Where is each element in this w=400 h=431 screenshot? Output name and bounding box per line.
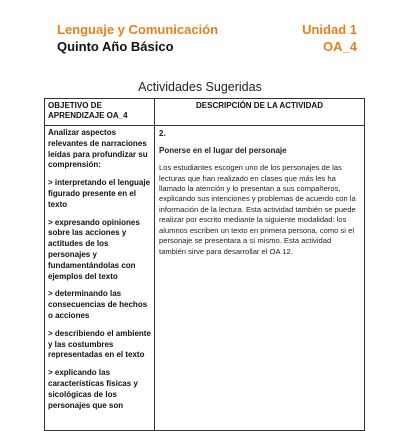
- activity-number: 2.: [159, 129, 166, 138]
- objective-item: > explicando las características físicas y sicológicas de los personajes que son: [48, 368, 138, 410]
- objective-item: > describiendo el ambiente y las costumbres representadas en el texto: [48, 328, 151, 360]
- table-row: [45, 126, 365, 431]
- activity-description: Los estudiantes escogen uno de los personajes de las lecturas que han realizado en clases que más les ha llamado la atención y lo presentan a sus compañeros, explicando sus intenciones y problemas de acuerdo con la información de la lectura. Esta actividad también se puede realizar por escrito mediante la siguiente modalidad: los alumnos escriben un texto en primera persona, como si el personaje se presentara a sí mismo. Esta actividad también sirve para desarrollar el OA 12.: [159, 163, 356, 256]
- objective-column-header: OBJETIVO DE APRENDIZAJE OA_4: [45, 99, 155, 126]
- objective-cell: [45, 126, 155, 431]
- description-column-header: DESCRIPCIÓN DE LA ACTIVIDAD: [155, 99, 365, 126]
- description-cell: [155, 126, 365, 431]
- objective-item: > expresando opiniones sobre las acciones y actitudes de los personajes y fundamentándolas con ejemplos del texto: [48, 217, 140, 281]
- activity-title: Ponerse en el lugar del personaje: [159, 146, 287, 156]
- activities-table: [44, 98, 365, 431]
- objective-item: Analizar aspectos relevantes de narraciones leídas para profundizar su comprensión:: [48, 128, 148, 170]
- section-title: Actividades Sugeridas: [138, 80, 262, 94]
- page-header: [57, 22, 357, 58]
- objective-item: > determinando las consecuencias de hechos o acciones: [48, 289, 148, 320]
- table-header-row: [45, 99, 365, 126]
- grade-subtitle: Quinto Año Básico: [57, 39, 174, 54]
- objective-item: > interpretando el lenguaje figurado presente en el texto: [48, 178, 151, 209]
- oa-label: OA_4: [323, 39, 357, 54]
- subject-title: Lenguaje y Comunicación: [57, 22, 219, 37]
- unit-label: Unidad 1: [302, 22, 357, 37]
